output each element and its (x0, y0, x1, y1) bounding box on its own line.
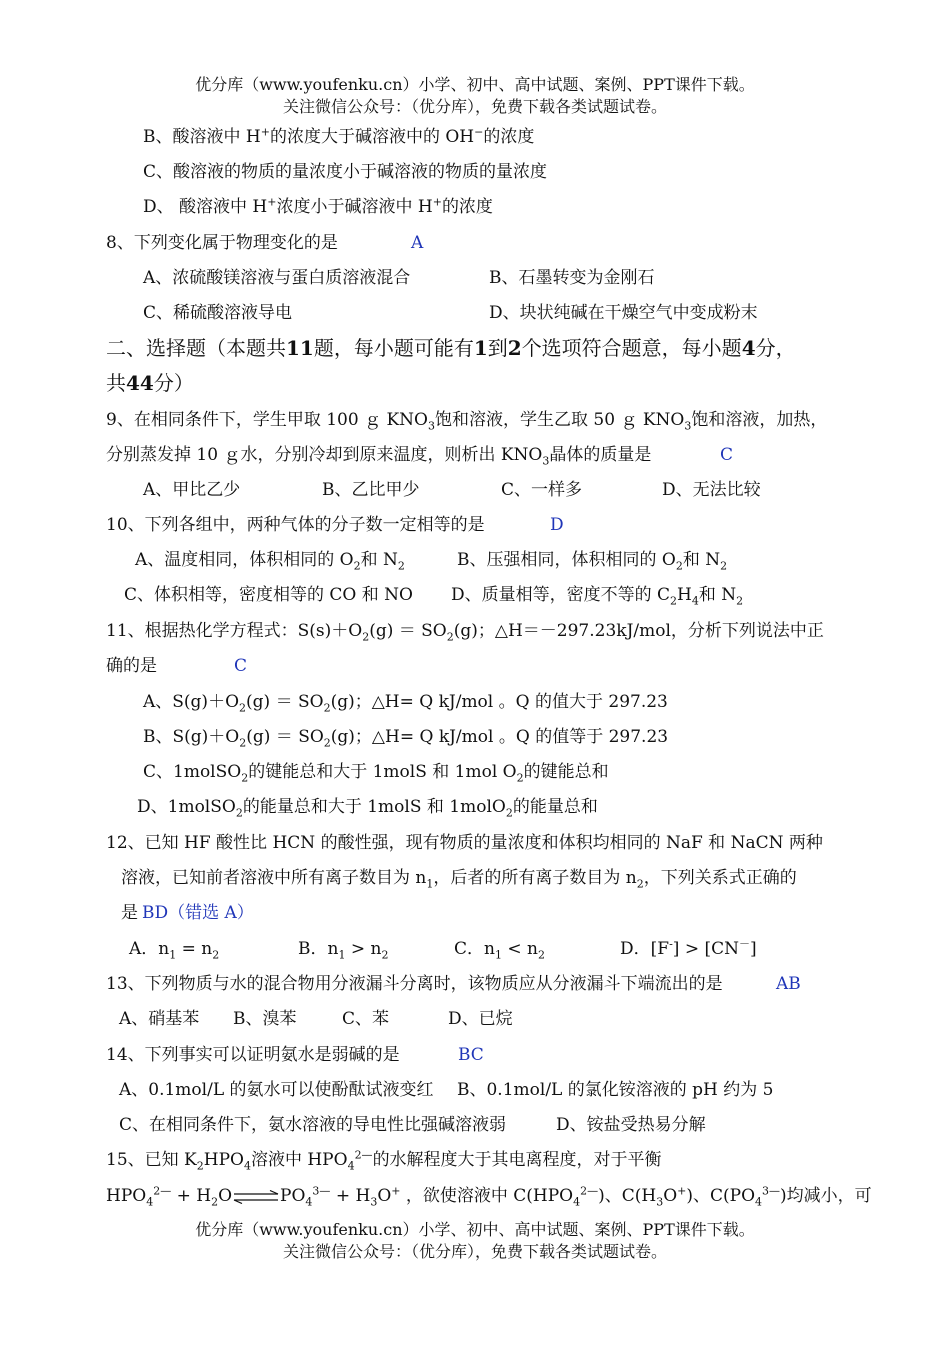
q12-option-b: B．$n_1 > n_2$ (298, 939, 389, 962)
footer-line-1: 优分库（www.youfenku.cn）小学、初中、高中试题、案例、PPT课件下载。 (195, 1220, 755, 1239)
q13-option-b: B、溴苯 (233, 1009, 297, 1029)
section-2-heading: 二、选择题（本题共11题，每小题可能有1到2个选项符合题意，每小题4分， (106, 336, 796, 360)
q12-stem-line-3: 是 (121, 903, 138, 923)
q15-stem-line-1: 15、已知 $K_2HPO_4$溶液中 $HPO_4^{2—}$的水解程度大于其电离程度，对于平衡 (106, 1148, 662, 1173)
q11-option-d: D、1molSO$_2$的能量总和大于 1molS 和 1molO$_2$的能量总和 (137, 797, 598, 820)
q10-option-c: C、体积相等，密度相等的 CO 和 NO (124, 585, 413, 605)
q11-option-b: B、$S(g)+O_2(g) = SO_2(g)$；△H= Q kJ/mol 。Q 的值等于 297.23 (143, 727, 669, 750)
q9-stem-line-1: 9、在相同条件下，学生甲取 100 ｇ $KNO_3$饱和溶液，学生乙取 50 ｇ $KNO_3$饱和溶液，加热， (106, 410, 828, 433)
q12-option-d: D．[F-] > [CN－] (620, 937, 757, 959)
q13-answer: AB (776, 974, 801, 994)
q9-option-b: B、乙比甲少 (322, 480, 420, 500)
q9-stem-line-2: 分别蒸发掉 10 ｇ水，分别冷却到原来温度，则析出 $KNO_3$晶体的质量是 (106, 445, 652, 468)
q12-option-c: C．$n_1 < n_2$ (454, 939, 545, 962)
q12-answer: BD（错选 A） (142, 903, 254, 923)
q12-stem-line-1: 12、已知 HF 酸性比 HCN 的酸性强，现有物质的量浓度和体积均相同的 NaF 和 NaCN 两种 (106, 833, 823, 853)
q13-option-c: C、苯 (342, 1009, 390, 1029)
q11-answer: C (234, 656, 248, 676)
q8-answer: A (411, 233, 424, 253)
q14-stem: 14、下列事实可以证明氨水是弱碱的是 (106, 1045, 400, 1065)
q12-stem-line-2: 溶液，已知前者溶液中所有离子数目为 $n_1$，后者的所有离子数目为 $n_2$，下列关系式正确的 (121, 868, 797, 891)
q8-option-c: C、稀硫酸溶液导电 (143, 303, 293, 323)
footer-line-2: 关注微信公众号：（优分库），免费下载各类试题试卷。 (282, 1242, 667, 1261)
q14-option-b: B、0.1mol/L 的氯化铵溶液的 pH 约为 5 (457, 1080, 774, 1100)
q11-option-a: A、$S(g)+O_2(g) = SO_2(g)$；△H= Q kJ/mol 。Q 的值大于 297.23 (143, 692, 668, 715)
q7-option-d: D、 酸溶液中 H+浓度小于碱溶液中 H+的浓度 (143, 195, 493, 217)
q15-equilibrium-line: $HPO_4^{2—} + H_2O$ $PO_4^{3—} + H_3O^+$ ，欲使溶液中 $C(HPO_4^{2—})$、$C(H_3O^+)$、$C(PO_4^{3—})$均减小，可 (106, 1184, 872, 1209)
section-2-heading-cont: 共44分） (106, 371, 194, 395)
header-line-2: 关注微信公众号：（优分库），免费下载各类试题试卷。 (282, 97, 667, 116)
q14-option-c: C、在相同条件下，氨水溶液的导电性比强碱溶液弱 (119, 1115, 507, 1135)
q8-option-d: D、块状纯碱在干燥空气中变成粉末 (489, 303, 758, 323)
q8-option-b: B、石墨转变为金刚石 (489, 268, 655, 288)
q11-stem-line-1: 11、根据热化学方程式：$S(s)+O_2(g) = SO_2(g)$；△H＝－297.23kJ/mol，分析下列说法中正 (106, 621, 824, 644)
q12-option-a: A．$n_1 = n_2$ (129, 939, 220, 962)
q9-answer: C (720, 445, 734, 465)
q13-option-d: D、已烷 (448, 1009, 513, 1029)
q7-option-c: C、酸溶液的物质的量浓度小于碱溶液的物质的量浓度 (143, 162, 548, 182)
q10-option-b: B、压强相同，体积相同的 $O_2$和 $N_2$ (457, 550, 728, 573)
q13-option-a: A、硝基苯 (119, 1009, 200, 1029)
equilibrium-arrow-icon (232, 1190, 280, 1204)
header-line-1: 优分库（www.youfenku.cn）小学、初中、高中试题、案例、PPT课件下载。 (195, 75, 755, 94)
q13-stem: 13、下列物质与水的混合物用分液漏斗分离时，该物质应从分液漏斗下端流出的是 (106, 974, 723, 994)
q11-stem-line-2: 确的是 (106, 656, 157, 676)
q10-answer: D (550, 515, 564, 535)
q14-option-d: D、铵盐受热易分解 (556, 1115, 706, 1135)
q10-stem: 10、下列各组中，两种气体的分子数一定相等的是 (106, 515, 485, 535)
q14-option-a: A、0.1mol/L 的氨水可以使酚酞试液变红 (119, 1080, 434, 1100)
q9-option-c: C、一样多 (501, 480, 583, 500)
q7-option-b: B、酸溶液中 H+的浓度大于碱溶液中的 OH−的浓度 (143, 125, 535, 147)
q14-answer: BC (458, 1045, 484, 1065)
q9-option-d: D、无法比较 (662, 480, 761, 500)
q10-option-d: D、质量相等，密度不等的 $C_2H_4$和 $N_2$ (451, 585, 744, 608)
q8-option-a: A、浓硫酸镁溶液与蛋白质溶液混合 (143, 268, 411, 288)
q8-stem: 8、下列变化属于物理变化的是 (106, 233, 338, 253)
q11-option-c: C、1molSO$_2$的键能总和大于 1molS 和 1mol $O_2$的键能总和 (143, 762, 609, 785)
q10-option-a: A、温度相同，体积相同的 $O_2$和 $N_2$ (135, 550, 405, 573)
q9-option-a: A、甲比乙少 (143, 480, 241, 500)
